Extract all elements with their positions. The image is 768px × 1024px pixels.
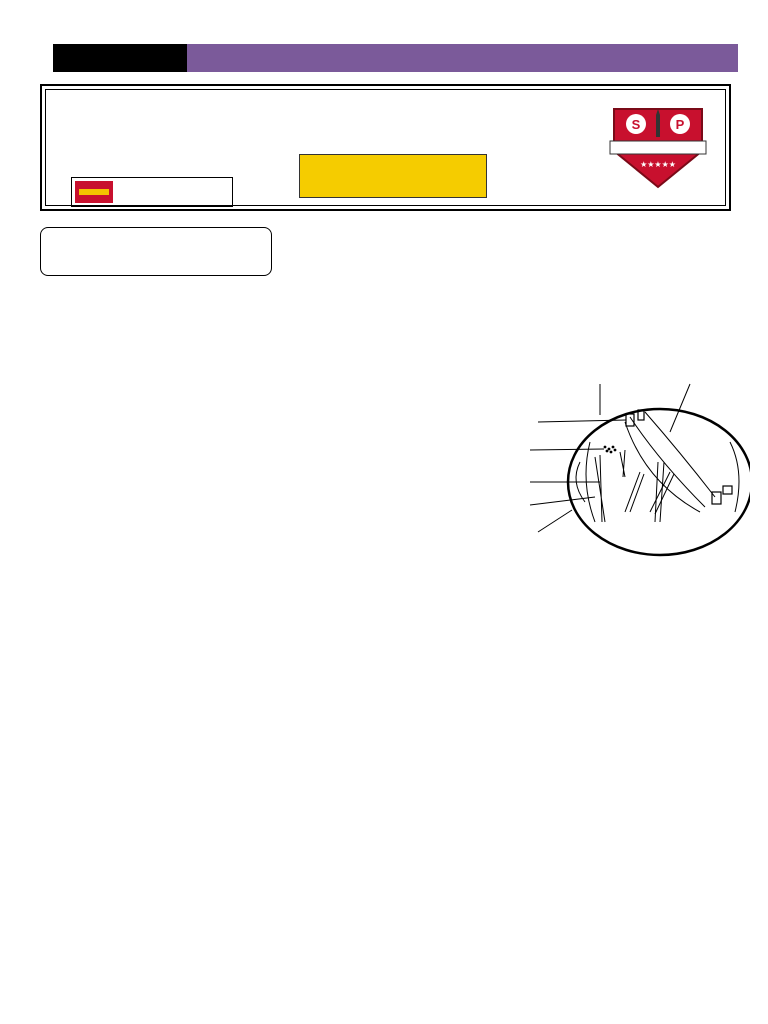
title-box (40, 84, 731, 211)
svg-text:P: P (675, 117, 685, 132)
strategik-pintar-badge-icon (608, 107, 708, 189)
header-course-label (53, 44, 187, 72)
page-header-bar (53, 44, 738, 72)
tutorial-logo-icon (75, 181, 113, 203)
centriole-shape (626, 414, 634, 426)
svg-text:★★★★★: ★★★★★ (640, 160, 676, 169)
nucleolus-shape (604, 446, 617, 454)
svg-text:S: S (631, 117, 641, 132)
tutorial-contact-box (71, 177, 233, 207)
prophase-cell-diagram (430, 362, 750, 562)
title-inner-frame (45, 89, 726, 206)
mitosis-heading-box (40, 227, 272, 276)
header-center-block (187, 44, 738, 72)
pusat-tuisyen-logo (299, 154, 487, 198)
